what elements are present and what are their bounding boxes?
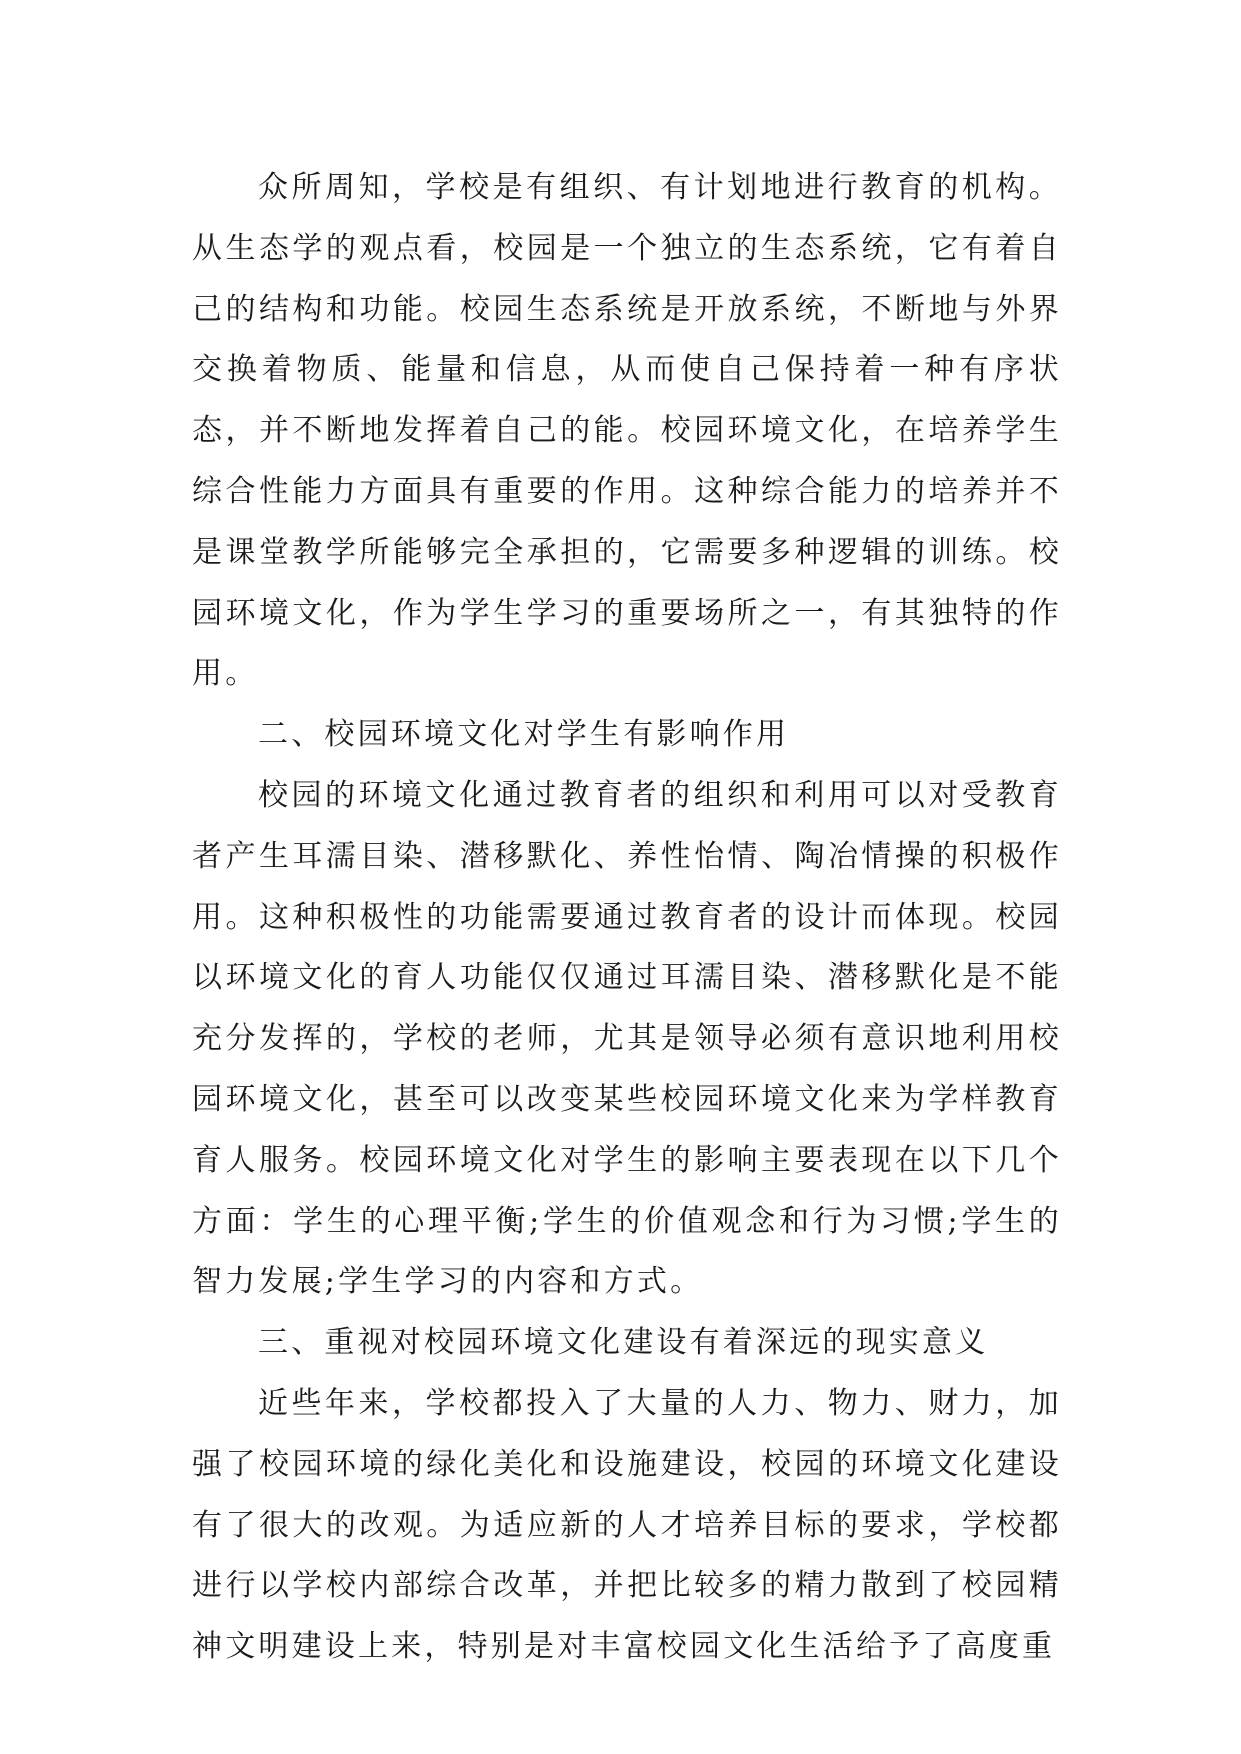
paragraph-influence: 校园的环境文化通过教育者的组织和利用可以对受教育者产生耳濡目染、潜移默化、养性怡情、陶冶情操的积极作用。这种积极性的功能需要通过教育者的设计而体现。校园以环境文化的育人功能仅仅通过耳濡目染、潜移默化是不能充分发挥的，学校的老师，尤其是领导必须有意识地利用校园环境文化，甚至可以改变某些校园环境文化来为学样教育育人服务。校园环境文化对学生的影响主要表现在以下几个方面：学生的心理平衡;学生的价值观念和行为习惯;学生的智力发展;学生学习的内容和方式。 [192, 777, 1062, 1300]
section-heading-2: 二、校园环境文化对学生有影响作用 [258, 717, 790, 753]
document-body [192, 158, 1062, 1678]
paragraph-significance: 近些年来，学校都投入了大量的人力、物力、财力，加强了校园环境的绿化美化和设施建设，校园的环境文化建设有了很大的改观。为适应新的人才培养目标的要求，学校都进行以学校内部综合改革，并把比较多的精力散到了校园精神文明建设上来，特别是对丰富校园文化生活给予了高度重 [192, 1385, 1062, 1665]
section-heading-3: 三、重视对校园环境文化建设有着深远的现实意义 [258, 1325, 989, 1361]
paragraph-intro: 众所周知，学校是有组织、有计划地进行教育的机构。从生态学的观点看，校园是一个独立的生态系统，它有着自己的结构和功能。校园生态系统是开放系统，不断地与外界交换着物质、能量和信息，从而使自己保持着一种有序状态，并不断地发挥着自己的能。校园环境文化，在培养学生综合性能力方面具有重要的作用。这种综合能力的培养并不是课堂教学所能够完全承担的，它需要多种逻辑的训练。校园环境文化，作为学生学习的重要场所之一，有其独特的作用。 [192, 170, 1062, 692]
